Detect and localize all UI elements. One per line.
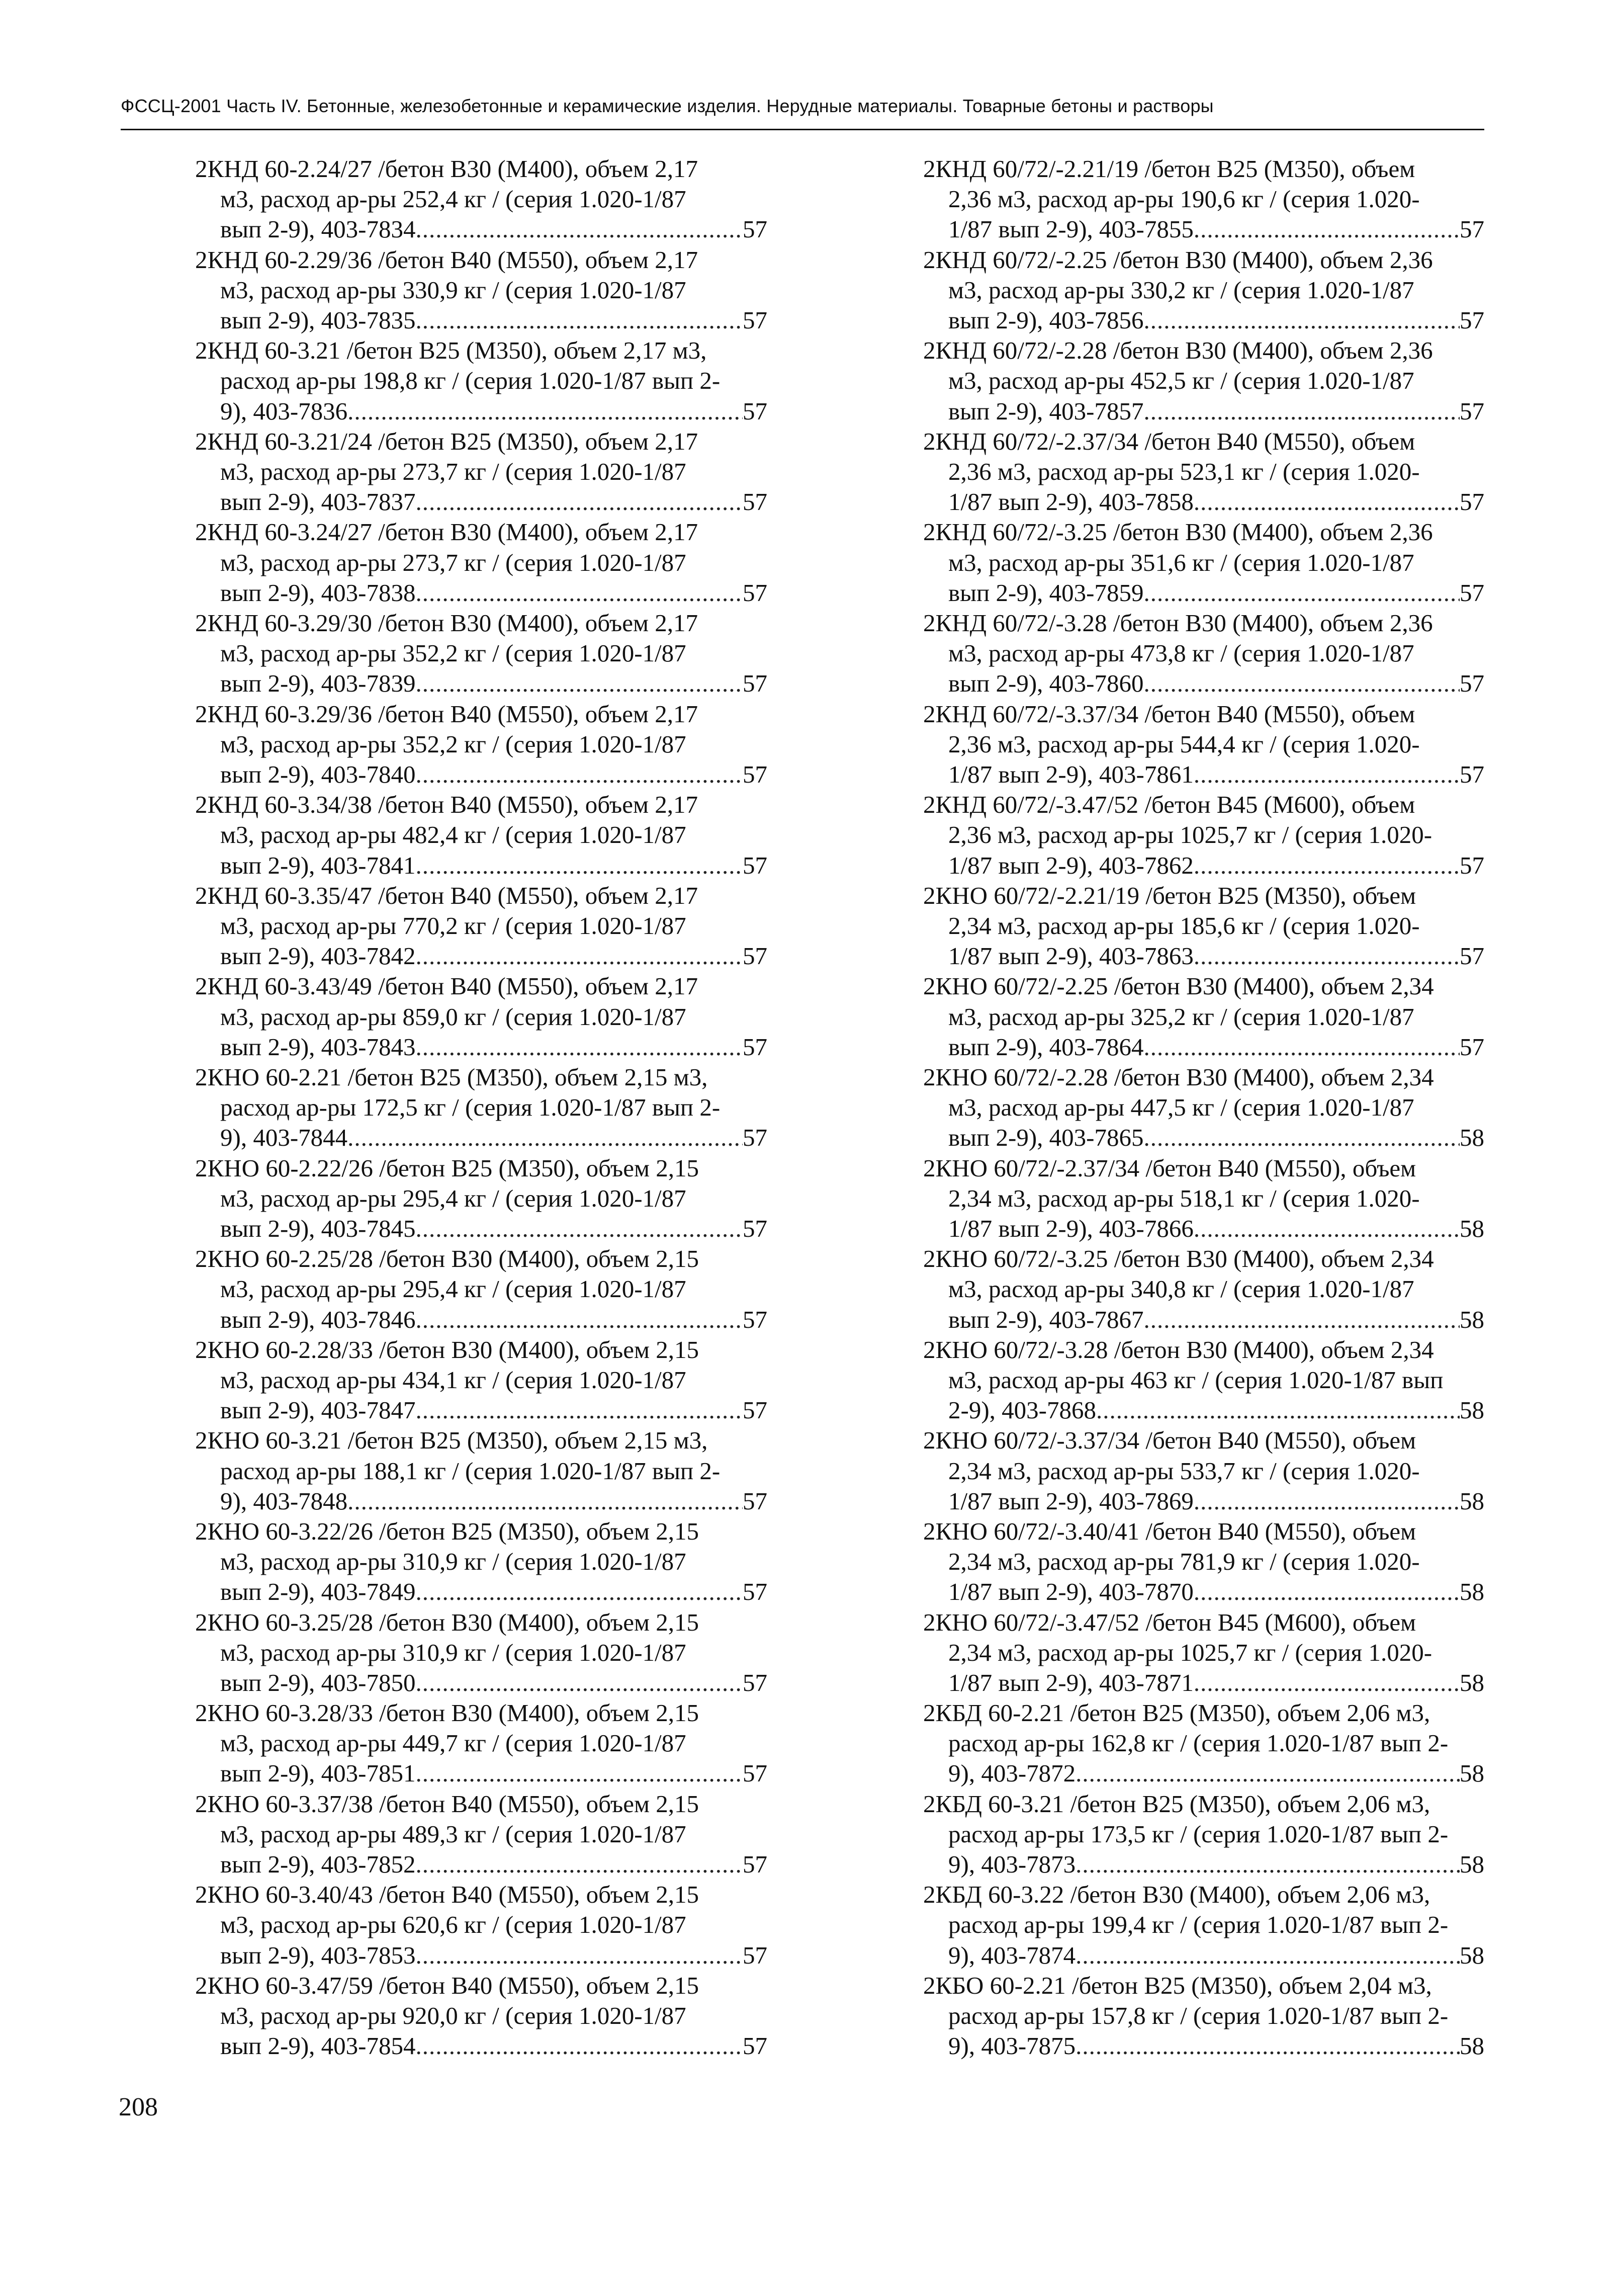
- entry-line-3: [180, 1577, 767, 1607]
- entry-line-1: 2КНО 60-3.28/33 /бетон В30 (М400), объем 2,15: [195, 1699, 699, 1727]
- dot-leader: [347, 1486, 743, 1516]
- entry-page-ref: 57: [1460, 851, 1484, 879]
- entry-code: 1/87 вып 2-9), 403-7858: [948, 488, 1194, 516]
- entry-line-3: [908, 305, 1484, 335]
- entry-line-1: 2КНД 60/72/-2.21/19 /бетон В25 (М350), объем: [923, 155, 1415, 183]
- entry-line-3: [180, 305, 767, 335]
- entry-line-2: м3, расход ар-ры 252,4 кг / (серия 1.020-1/87: [220, 185, 686, 213]
- entry-page-ref: 57: [1460, 942, 1484, 970]
- entry-code: вып 2-9), 403-7851: [220, 1759, 416, 1788]
- entry-page-ref: 57: [743, 488, 767, 516]
- dot-leader: [1076, 2031, 1460, 2061]
- entry-line-1: 2КНД 60/72/-3.28 /бетон В30 (М400), объем 2,36: [923, 609, 1433, 637]
- entry-line-3: [908, 578, 1484, 608]
- dot-leader: [1076, 1849, 1460, 1880]
- entry-line-1: 2КНО 60/72/-2.25 /бетон В30 (М400), объем 2,34: [923, 972, 1434, 1000]
- dot-leader: [1194, 1668, 1460, 1698]
- entry-page-ref: 57: [743, 1214, 767, 1242]
- entry-page-ref: 57: [1460, 488, 1484, 516]
- entry-line-3: [908, 1758, 1484, 1789]
- entry-line-2: м3, расход ар-ры 447,5 кг / (серия 1.020-1/87: [948, 1093, 1414, 1122]
- entry-line-2: 2,36 м3, расход ар-ры 544,4 кг / (серия 1.020-: [948, 730, 1420, 758]
- entry-line-2: м3, расход ар-ры 340,8 кг / (серия 1.020-1/87: [948, 1275, 1414, 1303]
- index-entry: [180, 608, 767, 699]
- entry-page-ref: 57: [1460, 578, 1484, 607]
- entry-page-ref: 57: [743, 215, 767, 243]
- entry-line-2: м3, расход ар-ры 310,9 кг / (серия 1.020-1/87: [220, 1638, 686, 1666]
- entry-code: 1/87 вып 2-9), 403-7866: [948, 1214, 1194, 1242]
- entry-line-1: 2КНО 60-3.22/26 /бетон В25 (М350), объем 2,15: [195, 1517, 699, 1545]
- dot-leader: [415, 2031, 743, 2061]
- entry-line-2: расход ар-ры 173,5 кг / (серия 1.020-1/87 вып 2-: [948, 1820, 1449, 1848]
- entry-page-ref: 57: [743, 1850, 767, 1879]
- index-entry: [908, 154, 1484, 245]
- entry-line-1: 2КНД 60-3.29/30 /бетон В30 (М400), объем 2,17: [195, 609, 698, 637]
- entry-line-3: [180, 214, 767, 244]
- entry-line-1: 2КНО 60/72/-3.37/34 /бетон В40 (М550), объем: [923, 1426, 1416, 1455]
- entry-line-1: 2КНО 60-3.37/38 /бетон В40 (М550), объем 2,15: [195, 1790, 699, 1818]
- entry-page-ref: 57: [743, 1759, 767, 1788]
- entry-code: вып 2-9), 403-7852: [220, 1850, 416, 1879]
- entry-line-3: [180, 941, 767, 971]
- dot-leader: [415, 851, 743, 881]
- entry-line-3: [180, 1849, 767, 1880]
- index-entry: [908, 1971, 1484, 2062]
- entry-line-2: расход ар-ры 188,1 кг / (серия 1.020-1/87 вып 2-: [220, 1457, 721, 1485]
- entry-line-3: [908, 396, 1484, 427]
- entry-line-2: м3, расход ар-ры 482,4 кг / (серия 1.020-1/87: [220, 821, 686, 849]
- entry-line-3: [908, 1395, 1484, 1425]
- entry-page-ref: 58: [1460, 1850, 1484, 1879]
- entry-code: вып 2-9), 403-7837: [220, 488, 416, 516]
- index-entry: [908, 1062, 1484, 1153]
- entry-line-2: м3, расход ар-ры 434,1 кг / (серия 1.020-1/87: [220, 1366, 686, 1394]
- entry-line-1: 2КНО 60-3.21 /бетон В25 (М350), объем 2,15 м3,: [195, 1426, 708, 1455]
- entry-page-ref: 57: [743, 1487, 767, 1515]
- entry-code: вып 2-9), 403-7859: [948, 578, 1144, 607]
- entry-page-ref: 57: [743, 760, 767, 788]
- entry-page-ref: 57: [743, 1668, 767, 1696]
- entry-code: вып 2-9), 403-7842: [220, 942, 416, 970]
- entry-line-1: 2КНО 60/72/-3.47/52 /бетон В45 (М600), объем: [923, 1608, 1416, 1636]
- index-entry: [908, 1244, 1484, 1335]
- entry-line-3: [180, 668, 767, 699]
- entry-line-2: м3, расход ар-ры 325,2 кг / (серия 1.020-1/87: [948, 1002, 1414, 1031]
- dot-leader: [415, 1758, 743, 1789]
- entry-line-3: [908, 941, 1484, 971]
- entry-line-2: м3, расход ар-ры 489,3 кг / (серия 1.020-1/87: [220, 1820, 686, 1848]
- entry-line-1: 2КНД 60/72/-3.25 /бетон В30 (М400), объем 2,36: [923, 518, 1433, 546]
- entry-page-ref: 57: [743, 2032, 767, 2060]
- index-entry: [908, 1425, 1484, 1516]
- entry-line-3: [908, 668, 1484, 699]
- entry-line-3: [908, 1305, 1484, 1335]
- dot-leader: [1143, 1123, 1460, 1153]
- entry-code: 1/87 вып 2-9), 403-7855: [948, 215, 1194, 243]
- entry-page-ref: 57: [743, 397, 767, 425]
- entry-line-3: [908, 1668, 1484, 1698]
- entry-page-ref: 57: [1460, 215, 1484, 243]
- entry-line-3: [908, 1486, 1484, 1516]
- entry-line-3: [908, 1123, 1484, 1153]
- dot-leader: [1143, 1305, 1460, 1335]
- index-entry: [180, 427, 767, 518]
- dot-leader: [1194, 1577, 1460, 1607]
- index-entry: [180, 1153, 767, 1244]
- entry-line-3: [180, 2031, 767, 2061]
- entry-code: вып 2-9), 403-7846: [220, 1305, 416, 1333]
- dot-leader: [1143, 305, 1460, 335]
- entry-line-3: [908, 1940, 1484, 1971]
- dot-leader: [415, 1305, 743, 1335]
- entry-line-1: 2КНД 60-3.21 /бетон В25 (М350), объем 2,17 м3,: [195, 336, 707, 365]
- index-entry: [180, 699, 767, 790]
- entry-line-2: 2,36 м3, расход ар-ры 523,1 кг / (серия 1.020-: [948, 457, 1420, 485]
- entry-code: 1/87 вып 2-9), 403-7862: [948, 851, 1194, 879]
- dot-leader: [1194, 851, 1460, 881]
- index-entry: [908, 608, 1484, 699]
- entry-code: 1/87 вып 2-9), 403-7869: [948, 1487, 1194, 1515]
- entry-line-2: м3, расход ар-ры 770,2 кг / (серия 1.020-1/87: [220, 911, 686, 940]
- entry-line-1: 2КНО 60/72/-2.21/19 /бетон В25 (М350), объем: [923, 881, 1416, 909]
- entry-code: 1/87 вып 2-9), 403-7870: [948, 1578, 1194, 1606]
- entry-code: 9), 403-7872: [948, 1759, 1076, 1788]
- entry-code: вып 2-9), 403-7834: [220, 215, 416, 243]
- dot-leader: [415, 487, 743, 517]
- entry-line-2: м3, расход ар-ры 449,7 кг / (серия 1.020-1/87: [220, 1729, 686, 1757]
- entry-code: вып 2-9), 403-7843: [220, 1033, 416, 1061]
- entry-line-1: 2КБД 60-3.22 /бетон В30 (М400), объем 2,06 м3,: [923, 1881, 1430, 1909]
- entry-code: 9), 403-7875: [948, 2032, 1076, 2060]
- entry-page-ref: 58: [1460, 1668, 1484, 1696]
- entry-line-3: [180, 851, 767, 881]
- dot-leader: [1194, 1214, 1460, 1244]
- entry-line-2: м3, расход ар-ры 330,2 кг / (серия 1.020-1/87: [948, 276, 1414, 304]
- entry-page-ref: 58: [1460, 1124, 1484, 1152]
- entry-page-ref: 57: [743, 1033, 767, 1061]
- index-entry: [180, 1607, 767, 1698]
- entry-page-ref: 57: [1460, 760, 1484, 788]
- index-entry: [908, 971, 1484, 1062]
- dot-leader: [415, 1668, 743, 1698]
- entry-line-2: 2,34 м3, расход ар-ры 1025,7 кг / (серия 1.020-: [948, 1638, 1432, 1666]
- entry-line-1: 2КБД 60-3.21 /бетон В25 (М350), объем 2,06 м3,: [923, 1790, 1430, 1818]
- index-entry: [180, 1335, 767, 1426]
- dot-leader: [415, 305, 743, 335]
- entry-line-3: [180, 487, 767, 517]
- entry-code: вып 2-9), 403-7857: [948, 397, 1144, 425]
- entry-line-1: 2КНД 60-3.21/24 /бетон В25 (М350), объем 2,17: [195, 427, 698, 455]
- entry-line-2: м3, расход ар-ры 620,6 кг / (серия 1.020-1/87: [220, 1911, 686, 1939]
- entry-line-1: 2КНД 60/72/-3.37/34 /бетон В40 (М550), объем: [923, 700, 1415, 728]
- header-rule: [121, 129, 1484, 130]
- dot-leader: [415, 1032, 743, 1062]
- entry-page-ref: 57: [743, 942, 767, 970]
- entry-code: вып 2-9), 403-7854: [220, 2032, 416, 2060]
- index-entry: [180, 881, 767, 972]
- entry-line-3: [908, 1032, 1484, 1062]
- entry-page-ref: 57: [1460, 397, 1484, 425]
- entry-line-2: м3, расход ар-ры 920,0 кг / (серия 1.020-1/87: [220, 2002, 686, 2030]
- entry-line-3: [180, 578, 767, 608]
- entry-page-ref: 58: [1460, 2032, 1484, 2060]
- entry-line-1: 2КНД 60-3.24/27 /бетон В30 (М400), объем 2,17: [195, 518, 698, 546]
- entry-line-2: 2,36 м3, расход ар-ры 190,6 кг / (серия 1.020-: [948, 185, 1420, 213]
- index-entry: [180, 1516, 767, 1607]
- index-entry: [180, 1789, 767, 1880]
- entry-page-ref: 58: [1460, 1578, 1484, 1606]
- index-entry: [908, 427, 1484, 518]
- entry-line-1: 2КНО 60/72/-3.28 /бетон В30 (М400), объем 2,34: [923, 1335, 1434, 1364]
- entry-page-ref: 58: [1460, 1941, 1484, 1969]
- index-entry: [180, 1698, 767, 1789]
- index-entry: [908, 790, 1484, 881]
- entry-line-1: 2КНО 60/72/-3.40/41 /бетон В40 (М550), объем: [923, 1517, 1416, 1545]
- entry-code: 2-9), 403-7868: [948, 1396, 1096, 1424]
- dot-leader: [347, 396, 743, 427]
- index-entry: [908, 335, 1484, 427]
- running-header: ФССЦ-2001 Часть IV. Бетонные, железобетонные и керамические изделия. Нерудные материалы. Товарные бетоны и растворы: [121, 96, 1214, 116]
- entry-page-ref: 57: [743, 1578, 767, 1606]
- entry-code: вып 2-9), 403-7856: [948, 306, 1144, 334]
- entry-line-1: 2КНО 60/72/-2.28 /бетон В30 (М400), объем 2,34: [923, 1063, 1434, 1091]
- dot-leader: [415, 668, 743, 699]
- dot-leader: [1194, 487, 1460, 517]
- entry-code: 9), 403-7848: [220, 1487, 348, 1515]
- entry-line-3: [180, 1123, 767, 1153]
- entry-line-3: [180, 1305, 767, 1335]
- entry-line-3: [908, 759, 1484, 790]
- entry-page-ref: 57: [743, 306, 767, 334]
- dot-leader: [1143, 668, 1460, 699]
- entry-line-2: 2,34 м3, расход ар-ры 185,6 кг / (серия 1.020-: [948, 911, 1420, 940]
- entry-line-2: расход ар-ры 157,8 кг / (серия 1.020-1/87 вып 2-: [948, 2002, 1449, 2030]
- entry-code: вып 2-9), 403-7864: [948, 1033, 1144, 1061]
- entry-page-ref: 58: [1460, 1487, 1484, 1515]
- entry-line-1: 2КНО 60-2.21 /бетон В25 (М350), объем 2,15 м3,: [195, 1063, 708, 1091]
- entry-line-3: [180, 1032, 767, 1062]
- entry-line-2: 2,36 м3, расход ар-ры 1025,7 кг / (серия 1.020-: [948, 821, 1432, 849]
- entry-code: 1/87 вып 2-9), 403-7861: [948, 760, 1194, 788]
- entry-line-1: 2КНД 60-2.29/36 /бетон В40 (М550), объем 2,17: [195, 245, 698, 274]
- dot-leader: [415, 941, 743, 971]
- entry-page-ref: 57: [743, 1941, 767, 1969]
- index-entry: [180, 245, 767, 336]
- entry-line-1: 2КНО 60-2.22/26 /бетон В25 (М350), объем 2,15: [195, 1154, 699, 1182]
- entry-line-2: расход ар-ры 162,8 кг / (серия 1.020-1/87 вып 2-: [948, 1729, 1449, 1757]
- entry-line-2: м3, расход ар-ры 463 кг / (серия 1.020-1/87 вып: [948, 1366, 1444, 1394]
- entry-page-ref: 57: [1460, 669, 1484, 698]
- entry-line-2: расход ар-ры 172,5 кг / (серия 1.020-1/87 вып 2-: [220, 1093, 721, 1122]
- entry-line-2: м3, расход ар-ры 273,7 кг / (серия 1.020-1/87: [220, 457, 686, 485]
- entry-page-ref: 57: [1460, 1033, 1484, 1061]
- entry-line-3: [180, 1214, 767, 1244]
- entry-page-ref: 57: [1460, 306, 1484, 334]
- entry-line-3: [180, 396, 767, 427]
- entry-line-3: [908, 1577, 1484, 1607]
- entry-page-ref: 57: [743, 851, 767, 879]
- index-entry: [908, 1698, 1484, 1789]
- entry-line-2: м3, расход ар-ры 352,2 кг / (серия 1.020-1/87: [220, 639, 686, 667]
- entry-code: вып 2-9), 403-7845: [220, 1214, 416, 1242]
- index-entry: [180, 971, 767, 1062]
- entry-code: вып 2-9), 403-7865: [948, 1124, 1144, 1152]
- entry-line-2: м3, расход ар-ры 295,4 кг / (серия 1.020-1/87: [220, 1275, 686, 1303]
- index-entry: [180, 1244, 767, 1335]
- entry-line-1: 2КНД 60-2.24/27 /бетон В30 (М400), объем 2,17: [195, 155, 698, 183]
- entry-code: 1/87 вып 2-9), 403-7863: [948, 942, 1194, 970]
- entry-line-2: м3, расход ар-ры 859,0 кг / (серия 1.020-1/87: [220, 1002, 686, 1031]
- entry-line-3: [908, 487, 1484, 517]
- index-entry: [180, 1425, 767, 1516]
- dot-leader: [415, 1577, 743, 1607]
- index-entry: [908, 699, 1484, 790]
- index-entry: [908, 1153, 1484, 1244]
- entry-line-2: 2,34 м3, расход ар-ры 518,1 кг / (серия 1.020-: [948, 1184, 1420, 1212]
- entry-line-1: 2КНД 60-3.29/36 /бетон В40 (М550), объем 2,17: [195, 700, 698, 728]
- entry-line-3: [908, 1214, 1484, 1244]
- dot-leader: [415, 1849, 743, 1880]
- dot-leader: [415, 759, 743, 790]
- entry-line-2: м3, расход ар-ры 452,5 кг / (серия 1.020-1/87: [948, 367, 1414, 395]
- entry-code: вып 2-9), 403-7841: [220, 851, 416, 879]
- index-entry: [908, 1516, 1484, 1607]
- entry-line-1: 2КНО 60-3.47/59 /бетон В40 (М550), объем 2,15: [195, 1971, 699, 1999]
- dot-leader: [1194, 214, 1460, 244]
- index-entry: [908, 1880, 1484, 1971]
- dot-leader: [1194, 1486, 1460, 1516]
- entry-line-2: расход ар-ры 199,4 кг / (серия 1.020-1/87 вып 2-: [948, 1911, 1449, 1939]
- entry-line-1: 2КНД 60-3.35/47 /бетон В40 (М550), объем 2,17: [195, 881, 698, 909]
- dot-leader: [1076, 1758, 1460, 1789]
- entry-page-ref: 57: [743, 669, 767, 698]
- entry-page-ref: 57: [743, 1124, 767, 1152]
- dot-leader: [415, 1395, 743, 1425]
- entry-line-2: м3, расход ар-ры 273,7 кг / (серия 1.020-1/87: [220, 548, 686, 576]
- index-column-right: [908, 154, 1484, 2061]
- entry-line-1: 2КНД 60/72/-2.25 /бетон В30 (М400), объем 2,36: [923, 245, 1433, 274]
- entry-page-ref: 58: [1460, 1305, 1484, 1333]
- index-entry: [180, 517, 767, 608]
- dot-leader: [415, 1214, 743, 1244]
- dot-leader: [1143, 578, 1460, 608]
- entry-code: 9), 403-7836: [220, 397, 348, 425]
- entry-line-2: м3, расход ар-ры 295,4 кг / (серия 1.020-1/87: [220, 1184, 686, 1212]
- index-entry: [908, 1335, 1484, 1426]
- index-column-left: [180, 154, 767, 2061]
- index-entry: [180, 790, 767, 881]
- entry-line-1: 2КНО 60-2.25/28 /бетон В30 (М400), объем 2,15: [195, 1245, 699, 1273]
- entry-page-ref: 58: [1460, 1214, 1484, 1242]
- entry-page-ref: 57: [743, 1396, 767, 1424]
- dot-leader: [415, 1940, 743, 1971]
- dot-leader: [415, 578, 743, 608]
- entry-code: вып 2-9), 403-7860: [948, 669, 1144, 698]
- index-entry: [908, 517, 1484, 608]
- index-entry: [180, 1062, 767, 1153]
- entry-code: 1/87 вып 2-9), 403-7871: [948, 1668, 1194, 1696]
- index-entry: [180, 1971, 767, 2062]
- index-entry: [908, 1607, 1484, 1698]
- entry-line-1: 2КНД 60/72/-2.28 /бетон В30 (М400), объем 2,36: [923, 336, 1433, 365]
- entry-line-3: [180, 1668, 767, 1698]
- entry-line-2: 2,34 м3, расход ар-ры 781,9 кг / (серия 1.020-: [948, 1548, 1420, 1576]
- entry-line-3: [180, 1395, 767, 1425]
- entry-line-1: 2КНД 60-3.34/38 /бетон В40 (М550), объем 2,17: [195, 791, 698, 819]
- entry-line-1: 2КНД 60-3.43/49 /бетон В40 (М550), объем 2,17: [195, 972, 698, 1000]
- index-entry: [180, 154, 767, 245]
- entry-page-ref: 57: [743, 578, 767, 607]
- index-entry: [908, 881, 1484, 972]
- entry-code: вып 2-9), 403-7840: [220, 760, 416, 788]
- entry-code: вып 2-9), 403-7847: [220, 1396, 416, 1424]
- dot-leader: [1076, 1940, 1460, 1971]
- dot-leader: [1143, 396, 1460, 427]
- entry-line-1: 2КБД 60-2.21 /бетон В25 (М350), объем 2,06 м3,: [923, 1699, 1430, 1727]
- entry-line-2: м3, расход ар-ры 351,6 кг / (серия 1.020-1/87: [948, 548, 1414, 576]
- entry-line-3: [180, 1486, 767, 1516]
- entry-line-1: 2КНО 60-3.40/43 /бетон В40 (М550), объем 2,15: [195, 1881, 699, 1909]
- entry-line-1: 2КНО 60/72/-3.25 /бетон В30 (М400), объем 2,34: [923, 1245, 1434, 1273]
- entry-line-1: 2КНД 60/72/-3.47/52 /бетон В45 (М600), объем: [923, 791, 1415, 819]
- entry-code: вып 2-9), 403-7835: [220, 306, 416, 334]
- dot-leader: [1194, 759, 1460, 790]
- entry-line-3: [908, 851, 1484, 881]
- entry-line-3: [908, 214, 1484, 244]
- entry-page-ref: 58: [1460, 1396, 1484, 1424]
- dot-leader: [415, 214, 743, 244]
- dot-leader: [347, 1123, 743, 1153]
- index-entry: [180, 335, 767, 427]
- entry-code: вып 2-9), 403-7849: [220, 1578, 416, 1606]
- entry-line-3: [180, 1758, 767, 1789]
- entry-line-1: 2КНО 60-3.25/28 /бетон В30 (М400), объем 2,15: [195, 1608, 699, 1636]
- page-number: 208: [119, 2093, 158, 2121]
- index-entry: [180, 1880, 767, 1971]
- entry-line-2: м3, расход ар-ры 310,9 кг / (серия 1.020-1/87: [220, 1548, 686, 1576]
- entry-code: 9), 403-7844: [220, 1124, 348, 1152]
- entry-line-2: м3, расход ар-ры 330,9 кг / (серия 1.020-1/87: [220, 276, 686, 304]
- entry-line-2: расход ар-ры 198,8 кг / (серия 1.020-1/87 вып 2-: [220, 367, 721, 395]
- entry-code: вып 2-9), 403-7867: [948, 1305, 1144, 1333]
- entry-code: 9), 403-7873: [948, 1850, 1076, 1879]
- entry-code: вып 2-9), 403-7850: [220, 1668, 416, 1696]
- entry-line-3: [180, 759, 767, 790]
- index-entry: [908, 1789, 1484, 1880]
- entry-line-2: м3, расход ар-ры 352,2 кг / (серия 1.020-1/87: [220, 730, 686, 758]
- dot-leader: [1194, 941, 1460, 971]
- entry-code: вып 2-9), 403-7839: [220, 669, 416, 698]
- entry-line-1: 2КБО 60-2.21 /бетон В25 (М350), объем 2,04 м3,: [923, 1971, 1432, 1999]
- dot-leader: [1096, 1395, 1460, 1425]
- entry-line-3: [180, 1940, 767, 1971]
- entry-code: вып 2-9), 403-7853: [220, 1941, 416, 1969]
- entry-line-1: 2КНО 60/72/-2.37/34 /бетон В40 (М550), объем: [923, 1154, 1416, 1182]
- entry-line-1: 2КНО 60-2.28/33 /бетон В30 (М400), объем 2,15: [195, 1335, 699, 1364]
- entry-line-2: м3, расход ар-ры 473,8 кг / (серия 1.020-1/87: [948, 639, 1414, 667]
- entry-code: 9), 403-7874: [948, 1941, 1076, 1969]
- index-entry: [908, 245, 1484, 336]
- entry-line-3: [908, 1849, 1484, 1880]
- entry-code: вып 2-9), 403-7838: [220, 578, 416, 607]
- dot-leader: [1143, 1032, 1460, 1062]
- entry-line-3: [908, 2031, 1484, 2061]
- entry-page-ref: 57: [743, 1305, 767, 1333]
- entry-line-2: 2,34 м3, расход ар-ры 533,7 кг / (серия 1.020-: [948, 1457, 1420, 1485]
- entry-line-1: 2КНД 60/72/-2.37/34 /бетон В40 (М550), объем: [923, 427, 1415, 455]
- entry-page-ref: 58: [1460, 1759, 1484, 1788]
